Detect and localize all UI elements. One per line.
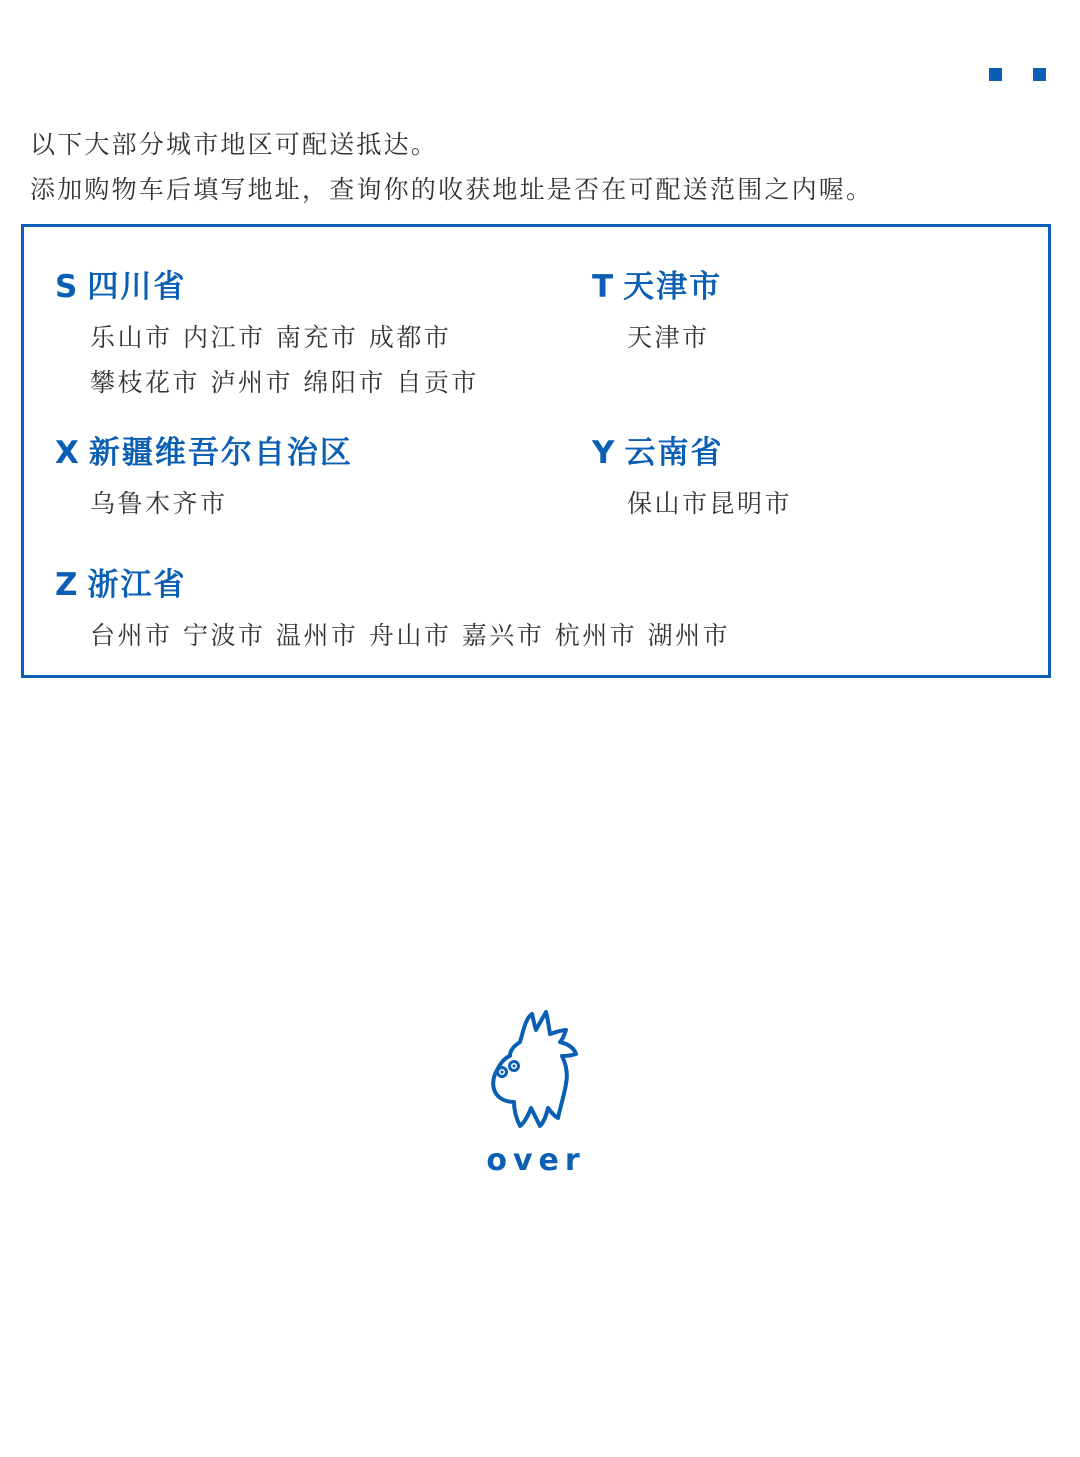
province-letter: T [592, 269, 614, 305]
intro-line-2: 添加购物车后填写地址，查询你的收获地址是否在可配送范围之内喔。 [30, 175, 874, 204]
province-tianjin [592, 267, 722, 360]
city-line: 乐山市 内江市 南充市 成都市 [90, 323, 452, 352]
province-name: 新疆维吾尔自治区 [88, 435, 353, 471]
province-letter: Z [55, 567, 78, 603]
square-dot-icon [1033, 68, 1046, 81]
province-title [592, 433, 792, 473]
square-dot-icon [989, 68, 1002, 81]
delivery-area-box [21, 224, 1051, 678]
intro-text [30, 122, 1050, 212]
city-list [592, 315, 722, 360]
province-title [55, 433, 353, 473]
province-letter: Y [592, 435, 615, 471]
province-name: 浙江省 [87, 567, 187, 603]
province-name: 四川省 [87, 269, 187, 305]
province-yunnan [592, 433, 792, 526]
province-letter: S [55, 269, 78, 305]
city-list [592, 481, 792, 526]
province-xinjiang [55, 433, 353, 526]
city-list [55, 613, 730, 658]
city-list [55, 315, 479, 405]
city-line: 乌鲁木齐市 [90, 489, 228, 518]
province-name: 天津市 [623, 269, 723, 305]
province-title [592, 267, 722, 307]
province-zhejiang [55, 565, 730, 658]
over-text: over [486, 1143, 586, 1178]
corner-dots-decoration [989, 68, 1049, 82]
intro-line-1: 以下大部分城市地区可配送抵达。 [30, 130, 439, 159]
province-letter: X [55, 435, 79, 471]
city-line: 保山市昆明市 [627, 489, 793, 518]
ghost-mascot-icon [488, 1010, 584, 1134]
province-title [55, 267, 479, 307]
province-name: 云南省 [624, 435, 724, 471]
city-line: 天津市 [627, 323, 710, 352]
province-title [55, 565, 730, 605]
province-sichuan [55, 267, 479, 405]
city-line: 台州市 宁波市 温州市 舟山市 嘉兴市 杭州市 湖州市 [90, 621, 731, 650]
city-line: 攀枝花市 泸州市 绵阳市 自贡市 [90, 368, 479, 397]
city-list [55, 481, 353, 526]
